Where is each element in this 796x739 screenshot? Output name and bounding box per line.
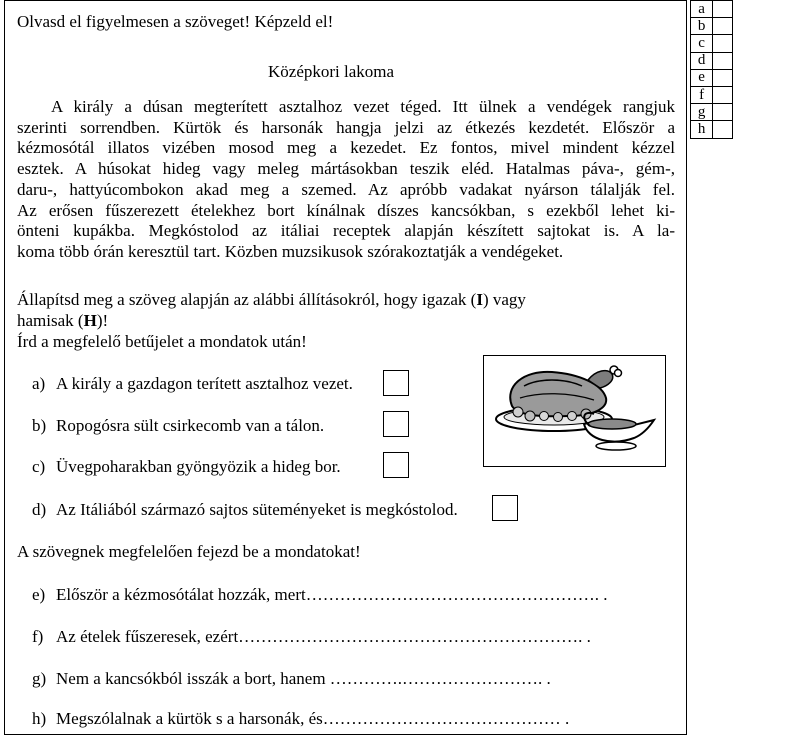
answer-key-cell[interactable] (713, 18, 733, 35)
answer-key-row (691, 18, 733, 35)
completion-h-letter: h) (32, 709, 47, 728)
completion-f-text[interactable]: Az ételek fűszeresek, ezért……………………………………………………. . (56, 627, 591, 646)
answer-key-cell[interactable] (713, 121, 733, 138)
paragraph-line: önteni kupákba. Megkóstolod az itáliai receptek alapján készített sajtokat is. A la- (17, 221, 675, 241)
answer-key-row (691, 35, 733, 52)
answer-key-cell[interactable] (713, 86, 733, 103)
answer-key-row (691, 69, 733, 86)
answer-key-row (691, 104, 733, 121)
task1-instruction-line3: Írd a megfelelő betűjelet a mondatok után! (17, 332, 307, 351)
completion-h-text[interactable]: Megszólalnak a kürtök s a harsonák, és…………………………………… . (56, 709, 570, 728)
answer-key-row (691, 121, 733, 138)
answer-box-d[interactable] (492, 495, 518, 521)
statement-c-letter: c) (32, 457, 46, 476)
answer-key-letter: b (691, 18, 713, 35)
task1-instruction-line2: hamisak (H)! (17, 311, 109, 330)
completion-g-letter: g) (32, 669, 47, 688)
completion-e-letter: e) (32, 585, 46, 604)
statement-d-letter: d) (32, 500, 47, 519)
answer-key-letter: h (691, 121, 713, 138)
answer-box-c[interactable] (383, 452, 409, 478)
paragraph-line: kézmosótál illatos vizében mosod meg a kezedet. Ez fontos, mivel mindent kézzel (17, 138, 675, 158)
answer-box-a[interactable] (383, 370, 409, 396)
roast-poultry-icon (484, 356, 664, 465)
answer-key-table (690, 0, 733, 139)
answer-key-cell[interactable] (713, 69, 733, 86)
paragraph-line: koma több órán keresztül tart. Közben muzsikusok szórakoztatják a vendégeket. (17, 241, 564, 261)
answer-key-cell[interactable] (713, 1, 733, 18)
answer-key-row (691, 1, 733, 18)
answer-key-row (691, 86, 733, 103)
answer-key-letter: e (691, 69, 713, 86)
story-paragraph (17, 97, 675, 263)
instruction-top: Olvasd el figyelmesen a szöveget! Képzeld el! (17, 12, 334, 31)
statement-b-letter: b) (32, 416, 47, 435)
answer-key-letter: a (691, 1, 713, 18)
statement-b-text: Ropogósra sült csirkecomb van a tálon. (56, 416, 325, 435)
paragraph-line: esztek. A húsokat hideg vagy meleg mártásokban teszik eléd. Hatalmas páva-, gém-, (17, 159, 675, 179)
paragraph-line: Az erősen fűszerezett ételekhez bort kínálnak díszes kancsókban, s ezekből lehet ki- (17, 200, 675, 220)
paragraph-line: A király a dúsan megterített asztalhoz vezet téged. Itt ülnek a vendégek rangjuk (51, 97, 675, 116)
answer-box-b[interactable] (383, 411, 409, 437)
answer-key-cell[interactable] (713, 35, 733, 52)
roast-feast-illustration (483, 355, 666, 467)
statement-a-letter: a) (32, 374, 46, 393)
answer-key-letter: c (691, 35, 713, 52)
statement-c-text: Üvegpoharakban gyöngyözik a hideg bor. (56, 457, 341, 476)
paragraph-line: daru-, hattyúcombokon akad meg a szemed. Az apróbb vadakat nyárson tálalják fel. (17, 179, 675, 199)
statement-a-text: A király a gazdagon terített asztalhoz vezet. (56, 374, 353, 393)
paragraph-line: szerinti sorrendben. Kürtök és harsonák hangja jelzi az étkezés kezdetét. Először a (17, 117, 675, 137)
completion-f-letter: f) (32, 627, 44, 646)
answer-key-cell[interactable] (713, 52, 733, 69)
task2-instruction: A szövegnek megfelelően fejezd be a mondatokat! (17, 542, 361, 561)
answer-key-row (691, 52, 733, 69)
completion-e-text[interactable]: Először a kézmosótálat hozzák, mert……………………………………………. . (56, 585, 608, 604)
answer-key-letter: d (691, 52, 713, 69)
task1-instruction-line1: Állapítsd meg a szöveg alapján az alábbi állításokról, hogy igazak (I) vagy (17, 290, 526, 309)
answer-key-letter: g (691, 104, 713, 121)
text-title: Középkori lakoma (268, 62, 395, 81)
completion-g-text[interactable]: Nem a kancsókból isszák a bort, hanem ………….……………………. . (56, 669, 551, 688)
answer-key-cell[interactable] (713, 104, 733, 121)
answer-key-letter: f (691, 86, 713, 103)
statement-d-text: Az Itáliából származó sajtos süteményeket is megkóstolod. (56, 500, 458, 519)
